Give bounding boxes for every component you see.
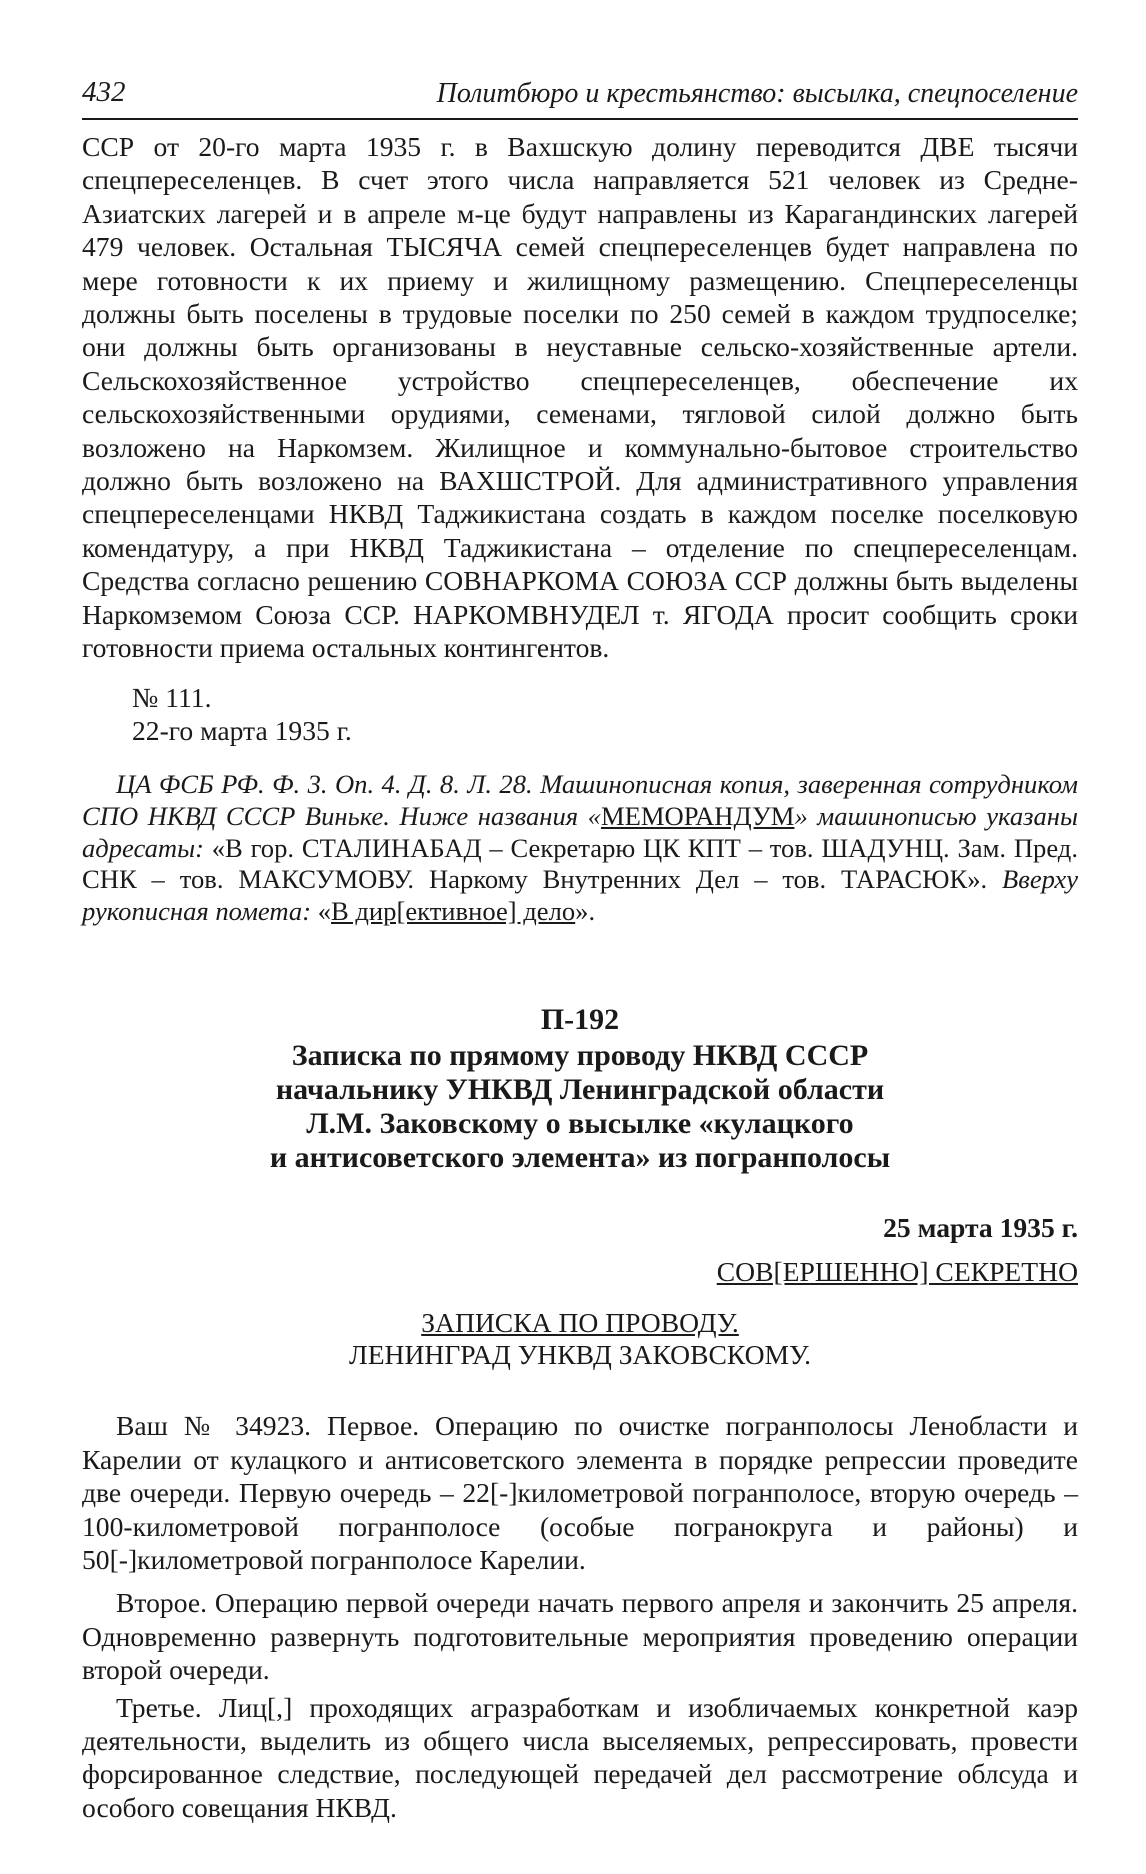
archival-note-quote-open: « [311,895,332,926]
page-content [82,130,1078,1828]
page-number: 432 [82,76,126,108]
running-header [82,76,1078,120]
memo-header-line-1 [82,1307,1078,1339]
signature-number: № 111. [132,681,212,713]
memo-header-addressee: ЛЕНИНГРАД УНКВД ЗАКОВСКОМУ. [348,1339,812,1371]
archival-note-directive: В дир[ективное] дело [331,895,576,926]
archival-note-memorandum: МЕМОРАНДУМ [600,800,795,831]
archival-note-addressees-label: » машинописью указаны адресаты: [82,800,1078,863]
document-title-line: и антисоветского элемента» из погранполосы [269,1141,891,1175]
body-paragraph: Третье. Лиц[,] проходящих агразработкам и изобличаемых конкретной каэр деятельности, выделить из общего числа выселяемых, репрессировать, провести форсированное следствие, последующей передачей дел рассмотрение облсуда и особого совещания НКВД. [82,1691,1078,1823]
body-paragraph: Ваш № 34923. Первое. Операцию по очистке погранполосы Ленобласти и Карелии от кулацкого и антисоветского элемента в порядке репрессии проведите две очереди. Первую очередь – 22[-]километровой погранполосе, вторую очередь – 100-километровой погранполосе (особые погранокруга и районы) и 50[-]километровой погранполосе Карелии. [82,1410,1078,1575]
running-title: Политбюро и крестьянство: высылка, спецпоселение [436,78,1078,109]
archival-note [82,769,1078,927]
archival-note-quote-close: ». [575,895,596,926]
document-body [82,1409,1078,1824]
document-title [82,1039,1078,1175]
archival-note-addressees: «В гор. СТАЛИНАБАД – Секретарю ЦК КПТ – тов. ШАДУНЦ. Зам. Пред. СНК – тов. МАКСУМОВУ. Наркому Внутренних Дел – тов. ТАРАСЮК». [82,832,1078,895]
document-number: П-192 [540,1003,620,1037]
document-date: 25 марта 1935 г. [883,1212,1078,1244]
memo-header [82,1307,1078,1371]
document-title-line: Л.М. Заковскому о высылке «кулацкого [306,1107,854,1141]
memo-header-title: ЗАПИСКА ПО ПРОВОДУ. [421,1307,739,1339]
archival-note-source: ЦА ФСБ РФ. Ф. 3. Оп. 4. Д. 8. Л. 28. Машинописная копия, заверенная сотрудником СПО НКВД СССР Виньке. Ниже названия « [82,769,1078,831]
document-title-line: Записка по прямому проводу НКВД СССР [291,1039,869,1073]
document-title-line: начальнику УНКВД Ленинградской области [275,1073,885,1107]
body-paragraph: Второе. Операцию первой очереди начать первого апреля и закончить 25 апреля. Одновременно развернуть подготовительные мероприятия проведению операции второй очереди. [82,1587,1078,1686]
classification-stamp [82,1255,1078,1289]
continuation-paragraph: ССР от 20-го марта 1935 г. в Вахшскую долину переводится ДВЕ тысячи спецпереселенцев. В счет этого числа направляется 521 человек из Средне-Азиатских лагерей и в апреле м-це будут направлены из Карагандинских лагерей 479 человек. Остальная ТЫСЯЧА семей спецпереселенцев будет направлена по мере готовности к их приему и жилищному размещению. Спецпереселенцы должны быть поселены в трудовые поселки по 250 семей в каждом трудпоселке; они должны быть организованы в неуставные сельско-хозяйственные артели. Сельскохозяйственное устройство спецпереселенцев, обеспечение их сельскохозяйственными орудиями, семенами, тягловой силой должно быть возложено на Наркомзем. Жилищное и коммунально-бытовое строительство должно быть возложено на ВАХШСТРОЙ. Для административного управления спецпереселенцами НКВД Таджикистана создать в каждом поселке поселковую комендатуру, а при НКВД Таджикистана – отделение по спецпереселенцам. Средства согласно решению СОВНАРКОМА СОЮЗА ССР должны быть выделены Наркомземом Союза ССР. НАРКОМВНУДЕЛ т. ЯГОДА просит сообщить сроки готовности приема остальных контингентов. [82,131,1078,664]
archival-note-mark-label: Вверху рукописная помета: [82,864,1078,926]
classification-text: СОВ[ЕРШЕННО] СЕКРЕТНО [716,1256,1078,1288]
signature-date: 22-го марта 1935 г. [132,714,352,746]
